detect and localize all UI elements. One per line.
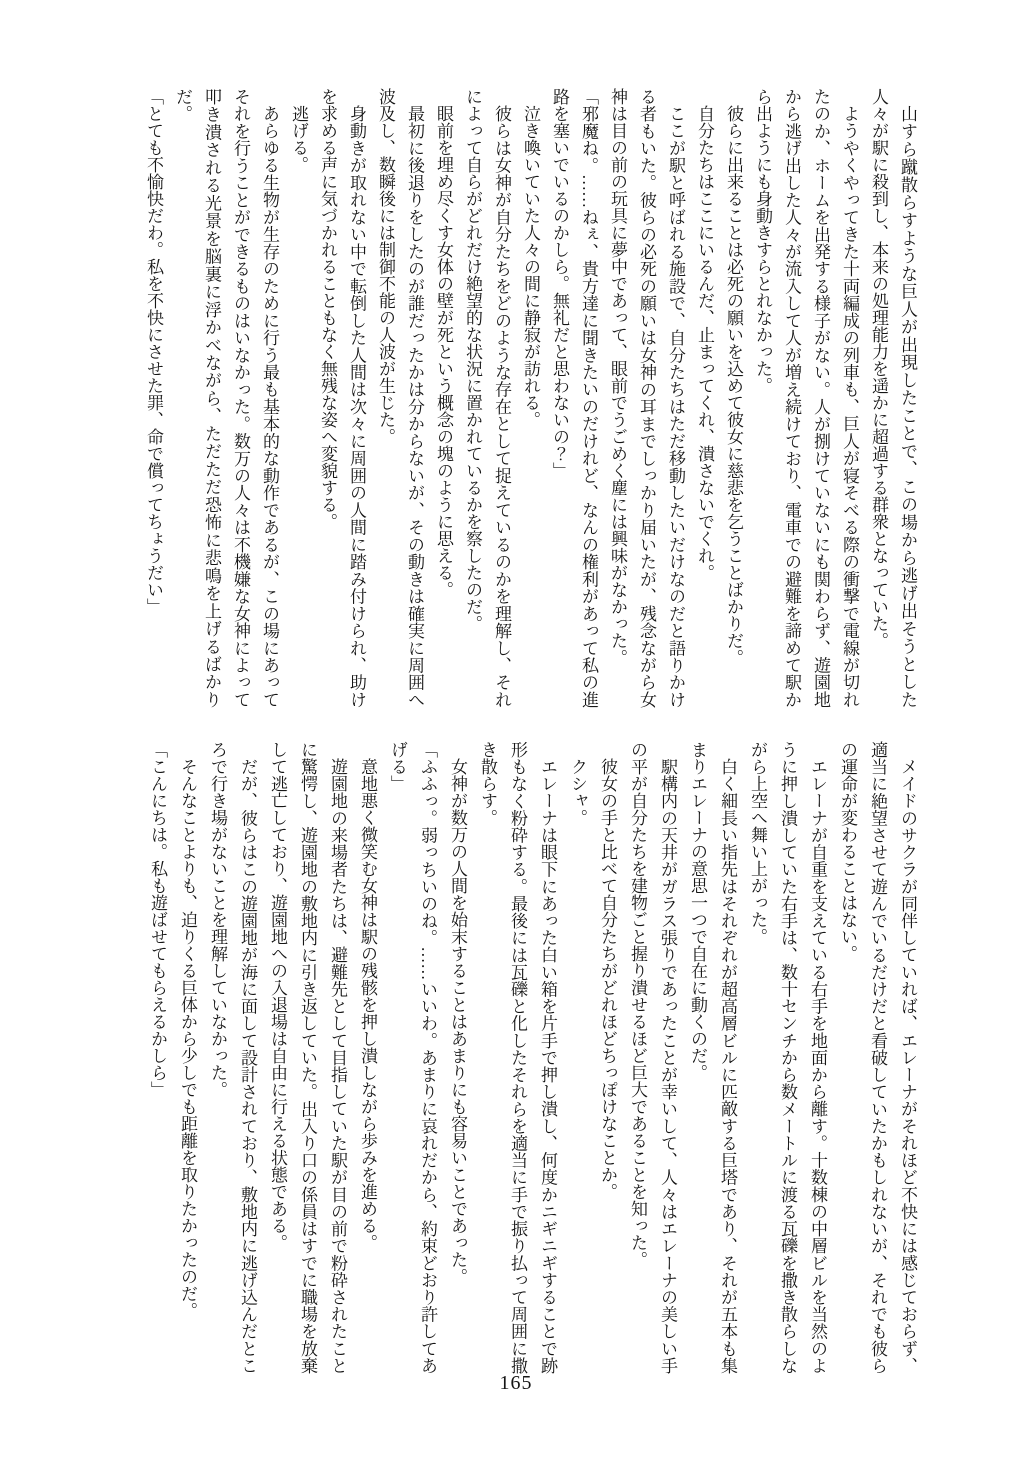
text-block-bottom [142,741,922,1374]
paragraph: エレーナが自重を支えている右手を地面から離す。十数棟の中層ビルを当然のように押し潰していた右手は、数十センチから数メートルに渡る瓦礫を撒き散らしながら上空へ舞い上がった。 [748,741,827,1374]
paragraph: そんなことよりも、迫りくる巨体から少しでも距離を取りたかったのだ。 [178,758,197,1319]
paragraph: 彼女の手と比べて自分たちがどれほどちっぽけなことか。 [598,758,617,1200]
paragraph: ここが駅と呼ばれる施設で、自分たちはただ移動したいだけなのだと語りかける者もいた。彼らの必死の願いは女神の耳までしっかり届いたが、残念ながら女神は目の前の玩具に夢中であって、眼前でうごめく塵には興味がなかった。 [608,88,685,708]
paragraph: 自分たちはここにいるんだ、止まってくれ、潰さないでくれ。 [695,105,714,581]
paragraph: 遊園地の来場者たちは、避難先として目指していた駅が目の前で粉砕されたことに驚愕し、遊園地の敷地内に引き返していた。出入り口の係員はすでに職場を放棄して逃亡しており、遊園地への入退場は自由に行える状態である。 [268,741,347,1374]
paragraph: あらゆる生物が生存のために行う最も基本的な動作であるが、この場にあってそれを行うことができるものはいなかった。数万の人々は不機嫌な女神によって叩き潰される光景を脳裏に浮かべながら、ただただ恐怖に悲鳴を上げるばかりだ。 [173,88,279,708]
paragraph: 駅構内の天井がガラス張りであったことが幸いして、人々はエレーナの美しい手の平が自分たちを建物ごと握り潰せるほど巨大であることを知った。 [628,741,677,1374]
paragraph: 泣き喚いていた人々の間に静寂が訪れる。 [521,105,540,428]
paragraph: 山すら蹴散らすような巨人が出現したことで、この場から逃げ出そうとした人々が駅に殺到し、本来の処理能力を遥かに超過する群衆となっていた。 [869,88,917,708]
paragraph: 「こんにちは。私も遊ばせてもらえるかしら」 [148,741,167,1098]
paragraph: 「とても不愉快だわ。私を不快にさせた罪、命で償ってちょうだい」 [144,88,163,615]
paragraph: 逃げる。 [289,105,308,173]
paragraph: 白く細長い指先はそれぞれが超高層ビルに匹敵する巨塔であり、それが五本も集まりエレーナの意思一つで自在に動くのだ。 [688,741,737,1374]
page-number: 165 [499,1372,533,1394]
paragraph: だが、彼らはこの遊園地が海に面して設計されており、敷地内に逃げ込んだところで行き場がないことを理解していなかった。 [208,741,257,1374]
paragraph: エレーナは眼下にあった白い箱を片手で押し潰し、何度かニギニギすることで跡形もなく粉砕する。最後には瓦礫と化したそれらを適当に手で振り払って周囲に撒き散らす。 [478,741,557,1374]
paragraph: メイドのサクラが同伴していれば、エレーナがそれほど不快には感じておらず、適当に絶望させて遊んでいるだけだと看破していたかもしれないが、それでも彼らの運命が変わることはない。 [838,741,917,1374]
paragraph: 眼前を埋め尽くす女体の壁が死という概念の塊のように思える。 [434,105,453,598]
paragraph: 彼らは女神が自分たちをどのような存在として捉えているのかを理解し、それによって自らがどれだけ絶望的な状況に置かれているかを察したのだ。 [463,88,511,708]
paragraph: 女神が数万の人間を始末することはあまりにも容易いことであった。 [448,758,467,1285]
paragraph: ようやくやってきた十両編成の列車も、巨人が寝そべる際の衝撃で電線が切れたのか、ホームを出発する様子がない。人が捌けていないにも関わらず、遊園地から逃げ出した人々が流入して人が増え続けており、電車での避難を諦めて駅から出ようにも身動きすらとれなかった。 [753,88,859,709]
text-block-top [139,88,922,708]
paragraph: 彼らに出来ることは必死の願いを込めて彼女に慈悲を乞うことばかりだ。 [724,105,743,666]
paragraph: 身動きが取れない中で転倒した人間は次々に周囲の人間に踏み付けられ、助けを求める声に気づかれることもなく無残な姿へ変貌する。 [318,88,366,708]
paragraph: 最初に後退りをしたのが誰だったかは分からないが、その動きは確実に周囲へ波及し、数瞬後には制御不能の人波が生じた。 [376,88,424,708]
paragraph: 「ふふっ。弱っちいのね。……いいわ。あまりに哀れだから、約束どおり許してあげる」 [388,741,437,1374]
paragraph: クシャ。 [568,758,587,826]
paragraph: 「邪魔ね。……ねぇ、貴方達に聞きたいのだけれど、なんの権利があって私の進路を塞いでいるのかしら。無礼だと思わないの？」 [550,88,598,708]
paragraph: 意地悪く微笑む女神は駅の残骸を押し潰しながら歩みを進める。 [358,758,377,1251]
